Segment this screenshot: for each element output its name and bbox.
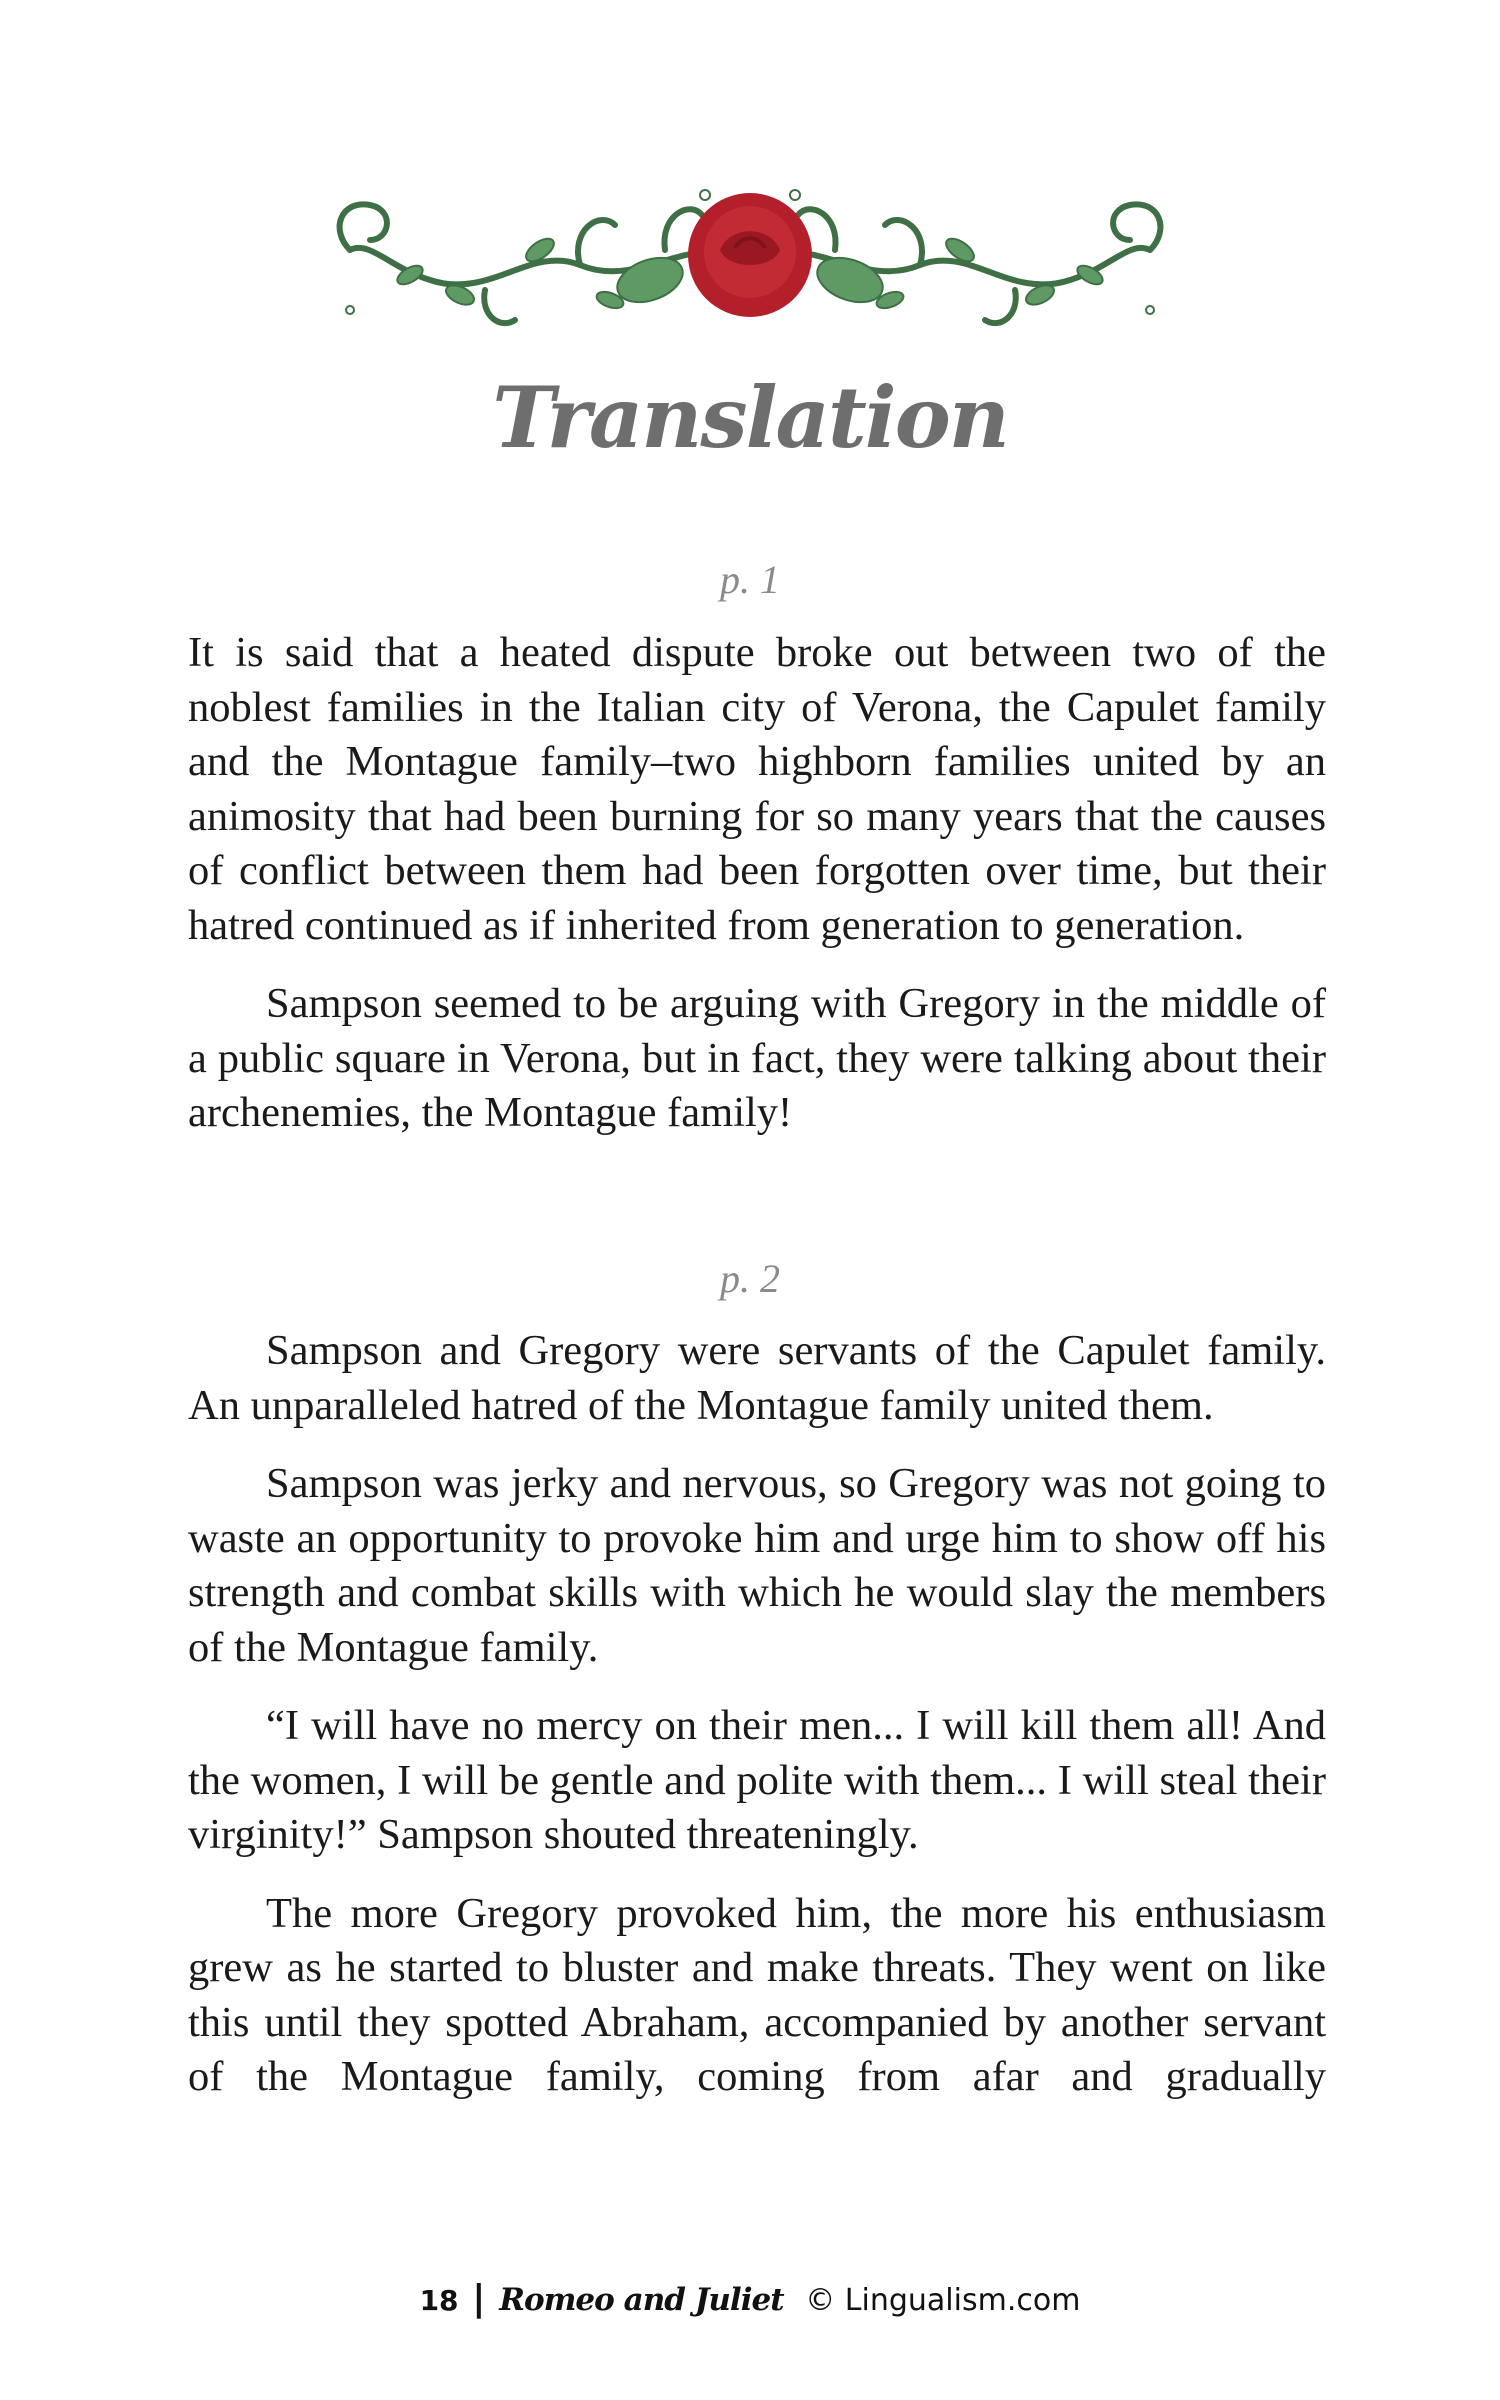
section-p1: [188, 626, 1326, 1141]
book-title: Romeo and Juliet: [499, 2282, 784, 2318]
page-marker: p. 1: [720, 557, 780, 602]
paragraph: Sampson and Gregory were servants of the Capulet family. An unparalleled hatred of the Montague family united them.: [188, 1327, 1326, 1429]
paragraph: It is said that a heated dispute broke out between two of the noblest families in the Italian city of Verona, the Capulet family and the Montague family–two highborn families united by an animosity that had been burning for so many years that the causes of conflict between them had been forgotten over time, but their hatred continued as if inherited from generation to generation.: [188, 629, 1326, 949]
page-marker: p. 2: [720, 1256, 780, 1301]
copyright: © Lingualism.com: [805, 2283, 1081, 2318]
section-p2: [188, 1324, 1326, 2105]
paragraph: Sampson seemed to be arguing with Gregory in the middle of a public square in Verona, but in fact, they were talking about their archenemies, the Montague family!: [188, 980, 1326, 1136]
footer-separator: |: [472, 2278, 486, 2319]
paragraph: “I will have no mercy on their men... I will kill them all! And the women, I will be gentle and polite with them... I will steal their virginity!” Sampson shouted threateningly.: [188, 1702, 1326, 1858]
rose-vine-ornament-icon: [310, 170, 1190, 350]
page-number: 18: [419, 2284, 459, 2317]
page-title: Translation: [492, 368, 1008, 467]
paragraph: Sampson was jerky and nervous, so Gregory was not going to waste an opportunity to provoke him and urge him to show off his strength and combat skills with which he would slay the members of the Montague family.: [188, 1460, 1326, 1671]
page-footer: [0, 2278, 1500, 2319]
paragraph: The more Gregory provoked him, the more his enthusiasm grew as he started to bluster and make threats. They went on like this until they spotted Abraham, accompanied by another servant of the Montague family, coming from afar and gradually: [188, 1889, 1326, 2100]
